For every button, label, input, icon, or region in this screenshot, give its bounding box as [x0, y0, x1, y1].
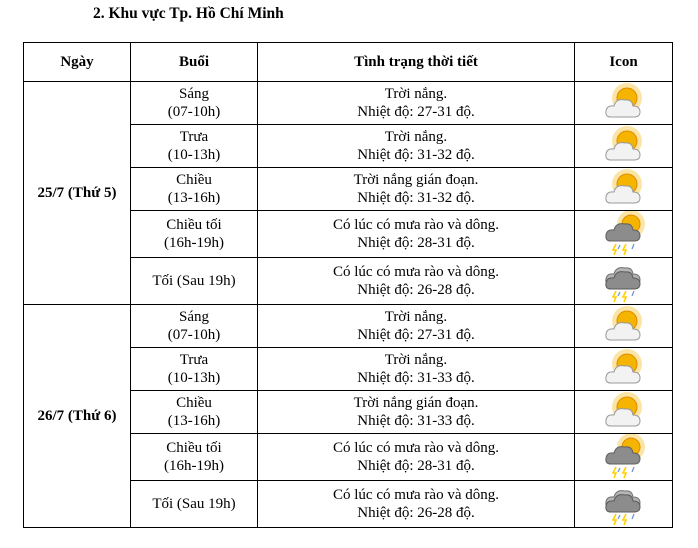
session-time: (07-10h) — [167, 327, 221, 343]
weather-forecast-table — [23, 42, 673, 528]
day-cell — [24, 305, 131, 528]
icon-cell — [575, 391, 673, 434]
condition-cell — [258, 348, 575, 391]
icon-cell — [575, 348, 673, 391]
condition-cell — [258, 481, 575, 528]
weather-text: Có lúc có mưa rào và dông. — [332, 439, 499, 456]
weather-text: Trời nắng. — [384, 128, 448, 145]
session-time: (10-13h) — [167, 147, 221, 163]
icon-cell — [575, 305, 673, 348]
header-day: Ngày — [24, 43, 131, 82]
session-label: Tối (Sau 19h) — [152, 495, 236, 512]
weather-text: Có lúc có mưa rào và dông. — [332, 486, 499, 503]
sun-thunderstorm-icon — [602, 448, 646, 464]
condition-cell — [258, 305, 575, 348]
session-label: Sáng — [179, 85, 209, 102]
weather-text: Có lúc có mưa rào và dông. — [332, 263, 499, 280]
table-row — [24, 305, 673, 348]
temperature-text: Nhiệt độ: 26-28 độ. — [357, 282, 475, 298]
icon-cell — [575, 258, 673, 305]
session-cell — [131, 258, 258, 305]
session-time: (16h-19h) — [164, 235, 224, 251]
session-cell — [131, 125, 258, 168]
weather-text: Trời nắng. — [384, 85, 448, 102]
session-time: (13-16h) — [167, 190, 221, 206]
condition-cell — [258, 258, 575, 305]
temperature-text: Nhiệt độ: 31-32 độ. — [357, 190, 475, 206]
session-cell — [131, 168, 258, 211]
icon-cell — [575, 434, 673, 481]
sun-cloud-icon — [602, 94, 646, 110]
condition-cell — [258, 434, 575, 481]
temperature-text: Nhiệt độ: 31-33 độ. — [357, 413, 475, 429]
day-label: 26/7 (Thứ 6) — [37, 407, 117, 424]
table-row — [24, 82, 673, 125]
sun-cloud-icon — [602, 360, 646, 376]
session-cell — [131, 391, 258, 434]
header-session: Buổi — [131, 43, 258, 82]
temperature-text: Nhiệt độ: 28-31 độ. — [357, 235, 475, 251]
weather-text: Trời nắng. — [384, 351, 448, 368]
icon-cell — [575, 211, 673, 258]
day-label: 25/7 (Thứ 5) — [37, 184, 117, 201]
session-cell — [131, 348, 258, 391]
temperature-text: Nhiệt độ: 27-31 độ. — [357, 104, 475, 120]
sun-cloud-icon — [602, 137, 646, 153]
session-time: (10-13h) — [167, 370, 221, 386]
session-label: Trưa — [179, 351, 209, 368]
temperature-text: Nhiệt độ: 28-31 độ. — [357, 458, 475, 474]
session-cell — [131, 211, 258, 258]
session-time: (07-10h) — [167, 104, 221, 120]
weather-text: Trời nắng gián đoạn. — [353, 171, 479, 188]
icon-cell — [575, 481, 673, 528]
temperature-text: Nhiệt độ: 27-31 độ. — [357, 327, 475, 343]
section-heading: 2. Khu vực Tp. Hồ Chí Minh — [93, 5, 284, 22]
sun-cloud-icon — [602, 180, 646, 196]
session-label: Chiều tối — [166, 216, 222, 233]
thunderstorm-icon — [602, 495, 646, 511]
session-label: Chiều tối — [166, 439, 222, 456]
day-cell — [24, 82, 131, 305]
session-label: Chiều — [176, 171, 212, 188]
session-cell — [131, 305, 258, 348]
icon-cell — [575, 125, 673, 168]
session-label: Sáng — [179, 308, 209, 325]
forecast-body — [24, 82, 673, 528]
session-label: Tối (Sau 19h) — [152, 272, 236, 289]
session-label: Trưa — [179, 128, 209, 145]
session-time: (13-16h) — [167, 413, 221, 429]
weather-text: Trời nắng. — [384, 308, 448, 325]
session-cell — [131, 481, 258, 528]
condition-cell — [258, 391, 575, 434]
weather-text: Có lúc có mưa rào và dông. — [332, 216, 499, 233]
thunderstorm-icon — [602, 272, 646, 288]
condition-cell — [258, 125, 575, 168]
condition-cell — [258, 82, 575, 125]
session-cell — [131, 82, 258, 125]
sun-cloud-icon — [602, 317, 646, 333]
weather-text: Trời nắng gián đoạn. — [353, 394, 479, 411]
table-header-row — [24, 43, 673, 82]
sun-thunderstorm-icon — [602, 225, 646, 241]
icon-cell — [575, 82, 673, 125]
sun-cloud-icon — [602, 403, 646, 419]
session-cell — [131, 434, 258, 481]
temperature-text: Nhiệt độ: 31-33 độ. — [357, 370, 475, 386]
header-condition: Tình trạng thời tiết — [258, 43, 575, 82]
header-icon: Icon — [575, 43, 673, 82]
temperature-text: Nhiệt độ: 31-32 độ. — [357, 147, 475, 163]
condition-cell — [258, 211, 575, 258]
icon-cell — [575, 168, 673, 211]
temperature-text: Nhiệt độ: 26-28 độ. — [357, 505, 475, 521]
session-time: (16h-19h) — [164, 458, 224, 474]
condition-cell — [258, 168, 575, 211]
session-label: Chiều — [176, 394, 212, 411]
